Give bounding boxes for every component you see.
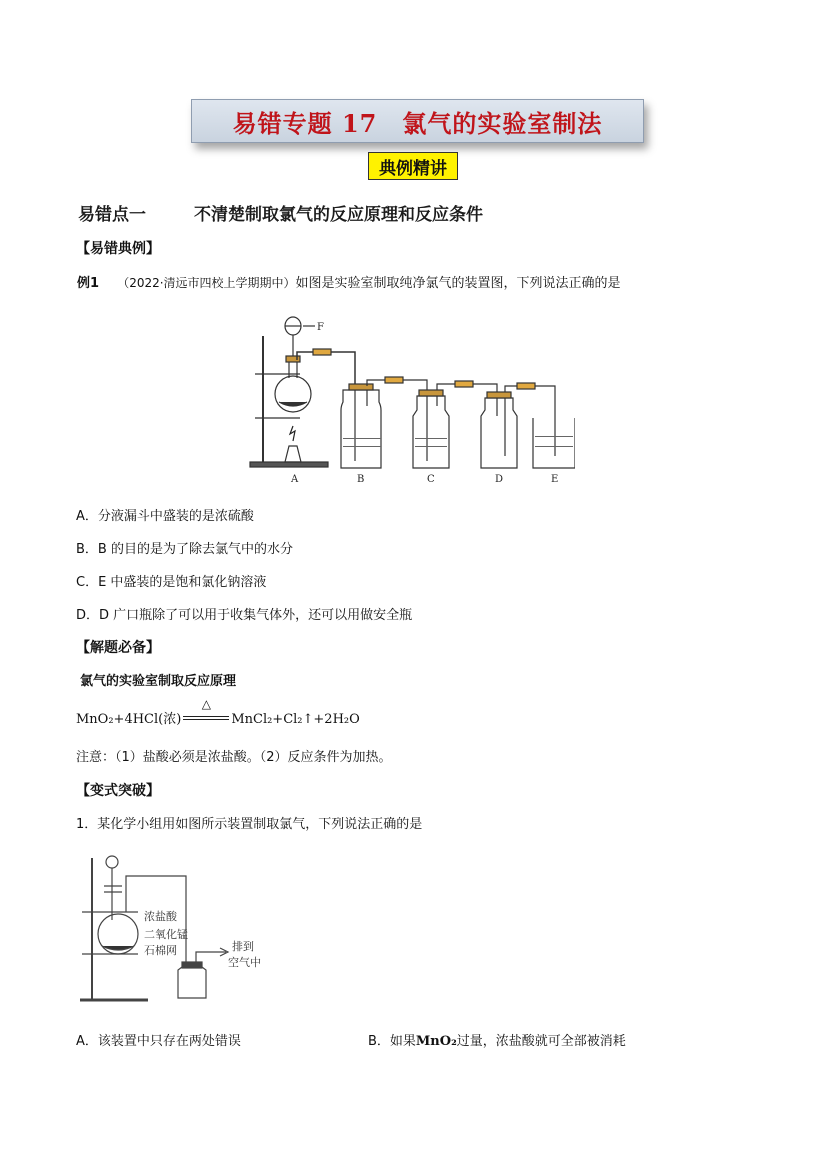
q1-option-b-pre: B．如果 (368, 1034, 416, 1049)
bottle-b (341, 390, 381, 468)
typical-example-header: 【易错典例】 (76, 241, 160, 257)
option-a: A．分液漏斗中盛装的是浓硫酸 (76, 509, 254, 524)
option-d: D．D 广口瓶除了可以用于收集气体外，还可以用做安全瓶 (76, 608, 413, 623)
beaker-e (533, 418, 575, 468)
q1-option-b-formula: MnO₂ (415, 1034, 457, 1049)
section-title: 不清楚制取氯气的反应原理和反应条件 (194, 205, 483, 225)
heat-symbol: △ (201, 697, 211, 711)
collection-bottle (178, 964, 206, 998)
label-asbestos: 石棉网 (144, 944, 177, 957)
note-text: 注意：（1）盐酸必须是浓盐酸。（2）反应条件为加热。 (76, 750, 392, 765)
section-badge: 典例精讲 (368, 152, 458, 180)
label-mno2: 二氧化锰 (144, 928, 188, 941)
question-1-stem: 1．某化学小组用如图所示装置制取氯气，下列说法正确的是 (76, 817, 423, 832)
apparatus-figure-2 (78, 850, 278, 1006)
example-question: 如图是实验室制取纯净氯气的装置图，下列说法正确的是 (295, 276, 621, 291)
page-title: 易错专题 17 氯气的实验室制法 (232, 108, 603, 138)
apparatus-figure-1 (245, 306, 575, 486)
q1-option-b (368, 1030, 626, 1049)
reaction-equation (76, 697, 360, 727)
figure-label-a: A (291, 474, 299, 485)
q1-option-b-post: 过量，浓盐酸就可全部被消耗 (456, 1034, 626, 1049)
q1-option-a: A．该装置中只存在两处错误 (76, 1034, 241, 1049)
example-stem (77, 272, 621, 291)
figure-label-e: E (551, 474, 559, 485)
equation-products: MnCl₂+Cl₂↑+2H₂O (231, 712, 360, 727)
bottle-d (481, 398, 517, 468)
principle-heading: 氯气的实验室制取反应原理 (80, 674, 237, 689)
equation-condition (183, 697, 229, 727)
option-b: B．B 的目的是为了除去氯气中的水分 (76, 542, 293, 557)
label-conc-hcl: 浓盐酸 (144, 910, 177, 923)
equation-reactants: MnO₂+4HCl(浓) (76, 712, 182, 727)
section-heading (78, 200, 483, 225)
option-c: C．E 中盛装的是饱和氯化钠溶液 (76, 575, 267, 590)
title-banner (191, 99, 644, 143)
variant-header: 【变式突破】 (76, 783, 160, 799)
example-label: 例1 (77, 276, 100, 291)
example-source: （2022·清远市四校上学期期中） (117, 276, 296, 290)
figure-label-c: C (427, 474, 435, 485)
figure-label-d: D (495, 474, 504, 485)
label-exhaust-2: 空气中 (228, 956, 261, 969)
burner (285, 446, 301, 462)
bottle-c (413, 396, 449, 468)
section-label: 易错点一 (78, 205, 146, 225)
figure-label-b: B (357, 474, 365, 485)
label-exhaust-1: 排到 (232, 940, 254, 953)
stand-base (250, 462, 328, 467)
figure-label-f: F (317, 322, 324, 333)
essentials-header: 【解题必备】 (76, 640, 160, 656)
dropping-funnel (106, 856, 118, 868)
